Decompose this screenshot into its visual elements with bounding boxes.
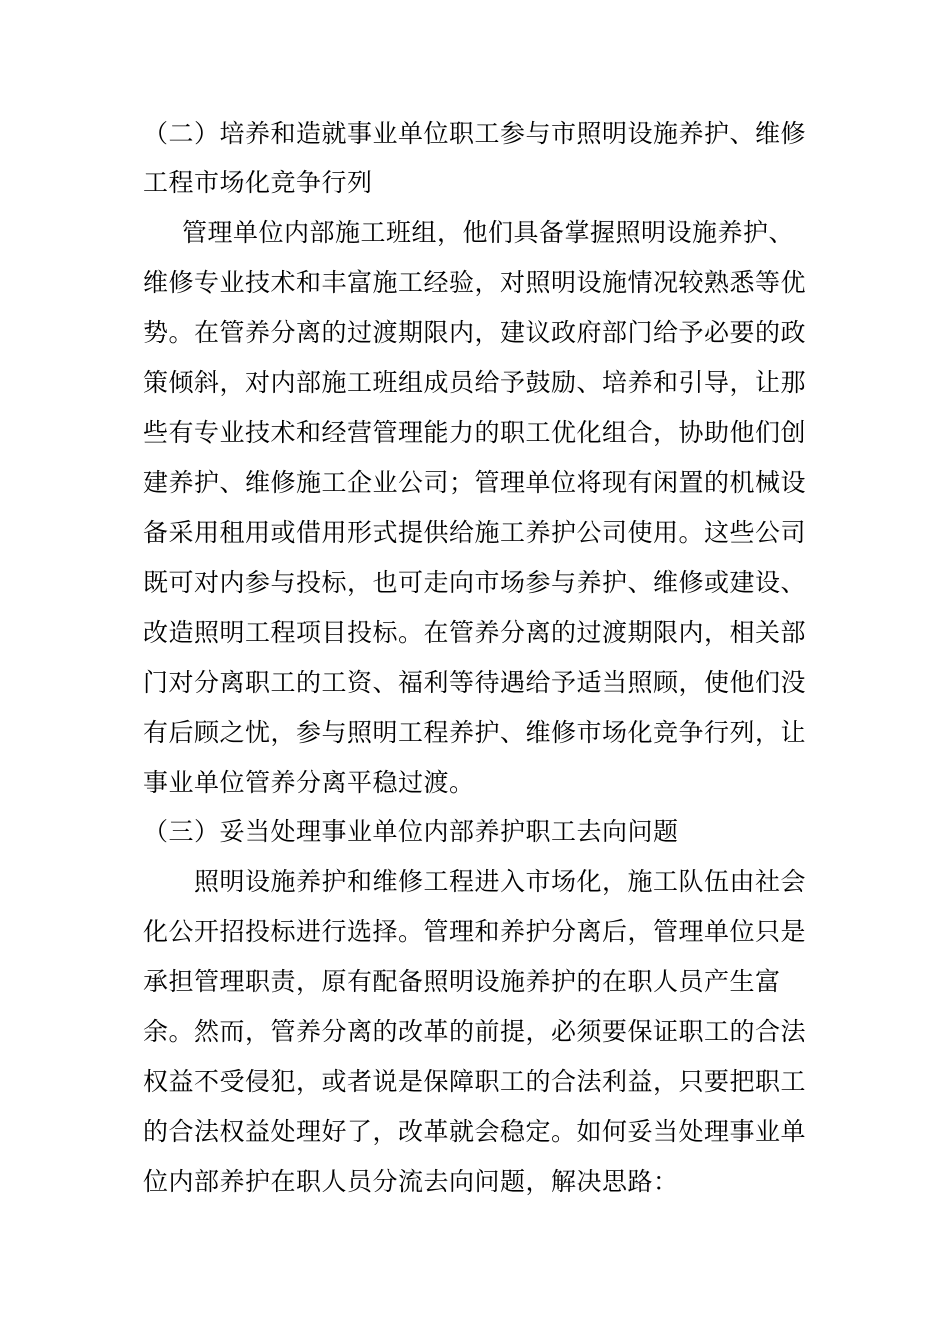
paragraph-line: 门对分离职工的工资、福利等待遇给予适当照顾，使他们没 <box>143 668 807 697</box>
paragraph-line: 势。在管养分离的过渡期限内，建议政府部门给予必要的政 <box>143 318 807 347</box>
paragraph-line: 承担管理职责，原有配备照明设施养护的在职人员产生富 <box>143 967 781 996</box>
paragraph-line: 化公开招投标进行选择。管理和养护分离后，管理单位只是 <box>143 917 807 946</box>
paragraph-line: 备采用租用或借用形式提供给施工养护公司使用。这些公司 <box>143 518 807 547</box>
paragraph-line: 的合法权益处理好了，改革就会稳定。如何妥当处理事业单 <box>143 1117 807 1146</box>
paragraph-line: 些有专业技术和经营管理能力的职工优化组合，协助他们创 <box>143 418 807 447</box>
paragraph-line: 余。然而，管养分离的改革的前提，必须要保证职工的合法 <box>143 1017 807 1046</box>
paragraph-line: 有后顾之忧，参与照明工程养护、维修市场化竞争行列，让 <box>143 718 807 747</box>
section-heading-2-line-2: 工程市场化竞争行列 <box>143 168 373 197</box>
paragraph-line: 事业单位管养分离平稳过渡。 <box>143 768 475 797</box>
paragraph-line: 位内部养护在职人员分流去向问题，解决思路： <box>143 1167 679 1196</box>
paragraph-line: 既可对内参与投标，也可走向市场参与养护、维修或建设、 <box>143 568 807 597</box>
paragraph-line: 权益不受侵犯，或者说是保障职工的合法利益，只要把职工 <box>143 1067 807 1096</box>
paragraph-line: 管理单位内部施工班组，他们具备掌握照明设施养护、 <box>182 218 795 247</box>
paragraph-line: 照明设施养护和维修工程进入市场化，施工队伍由社会 <box>194 867 807 896</box>
section-heading-3: （三）妥当处理事业单位内部养护职工去向问题 <box>143 817 679 846</box>
paragraph-line: 建养护、维修施工企业公司；管理单位将现有闲置的机械设 <box>143 468 807 497</box>
paragraph-line: 维修专业技术和丰富施工经验，对照明设施情况较熟悉等优 <box>143 268 807 297</box>
paragraph-line: 策倾斜，对内部施工班组成员给予鼓励、培养和引导，让那 <box>143 368 807 397</box>
paragraph-line: 改造照明工程项目投标。在管养分离的过渡期限内，相关部 <box>143 618 807 647</box>
section-heading-2-line-1: （二）培养和造就事业单位职工参与市照明设施养护、维修 <box>143 119 807 148</box>
